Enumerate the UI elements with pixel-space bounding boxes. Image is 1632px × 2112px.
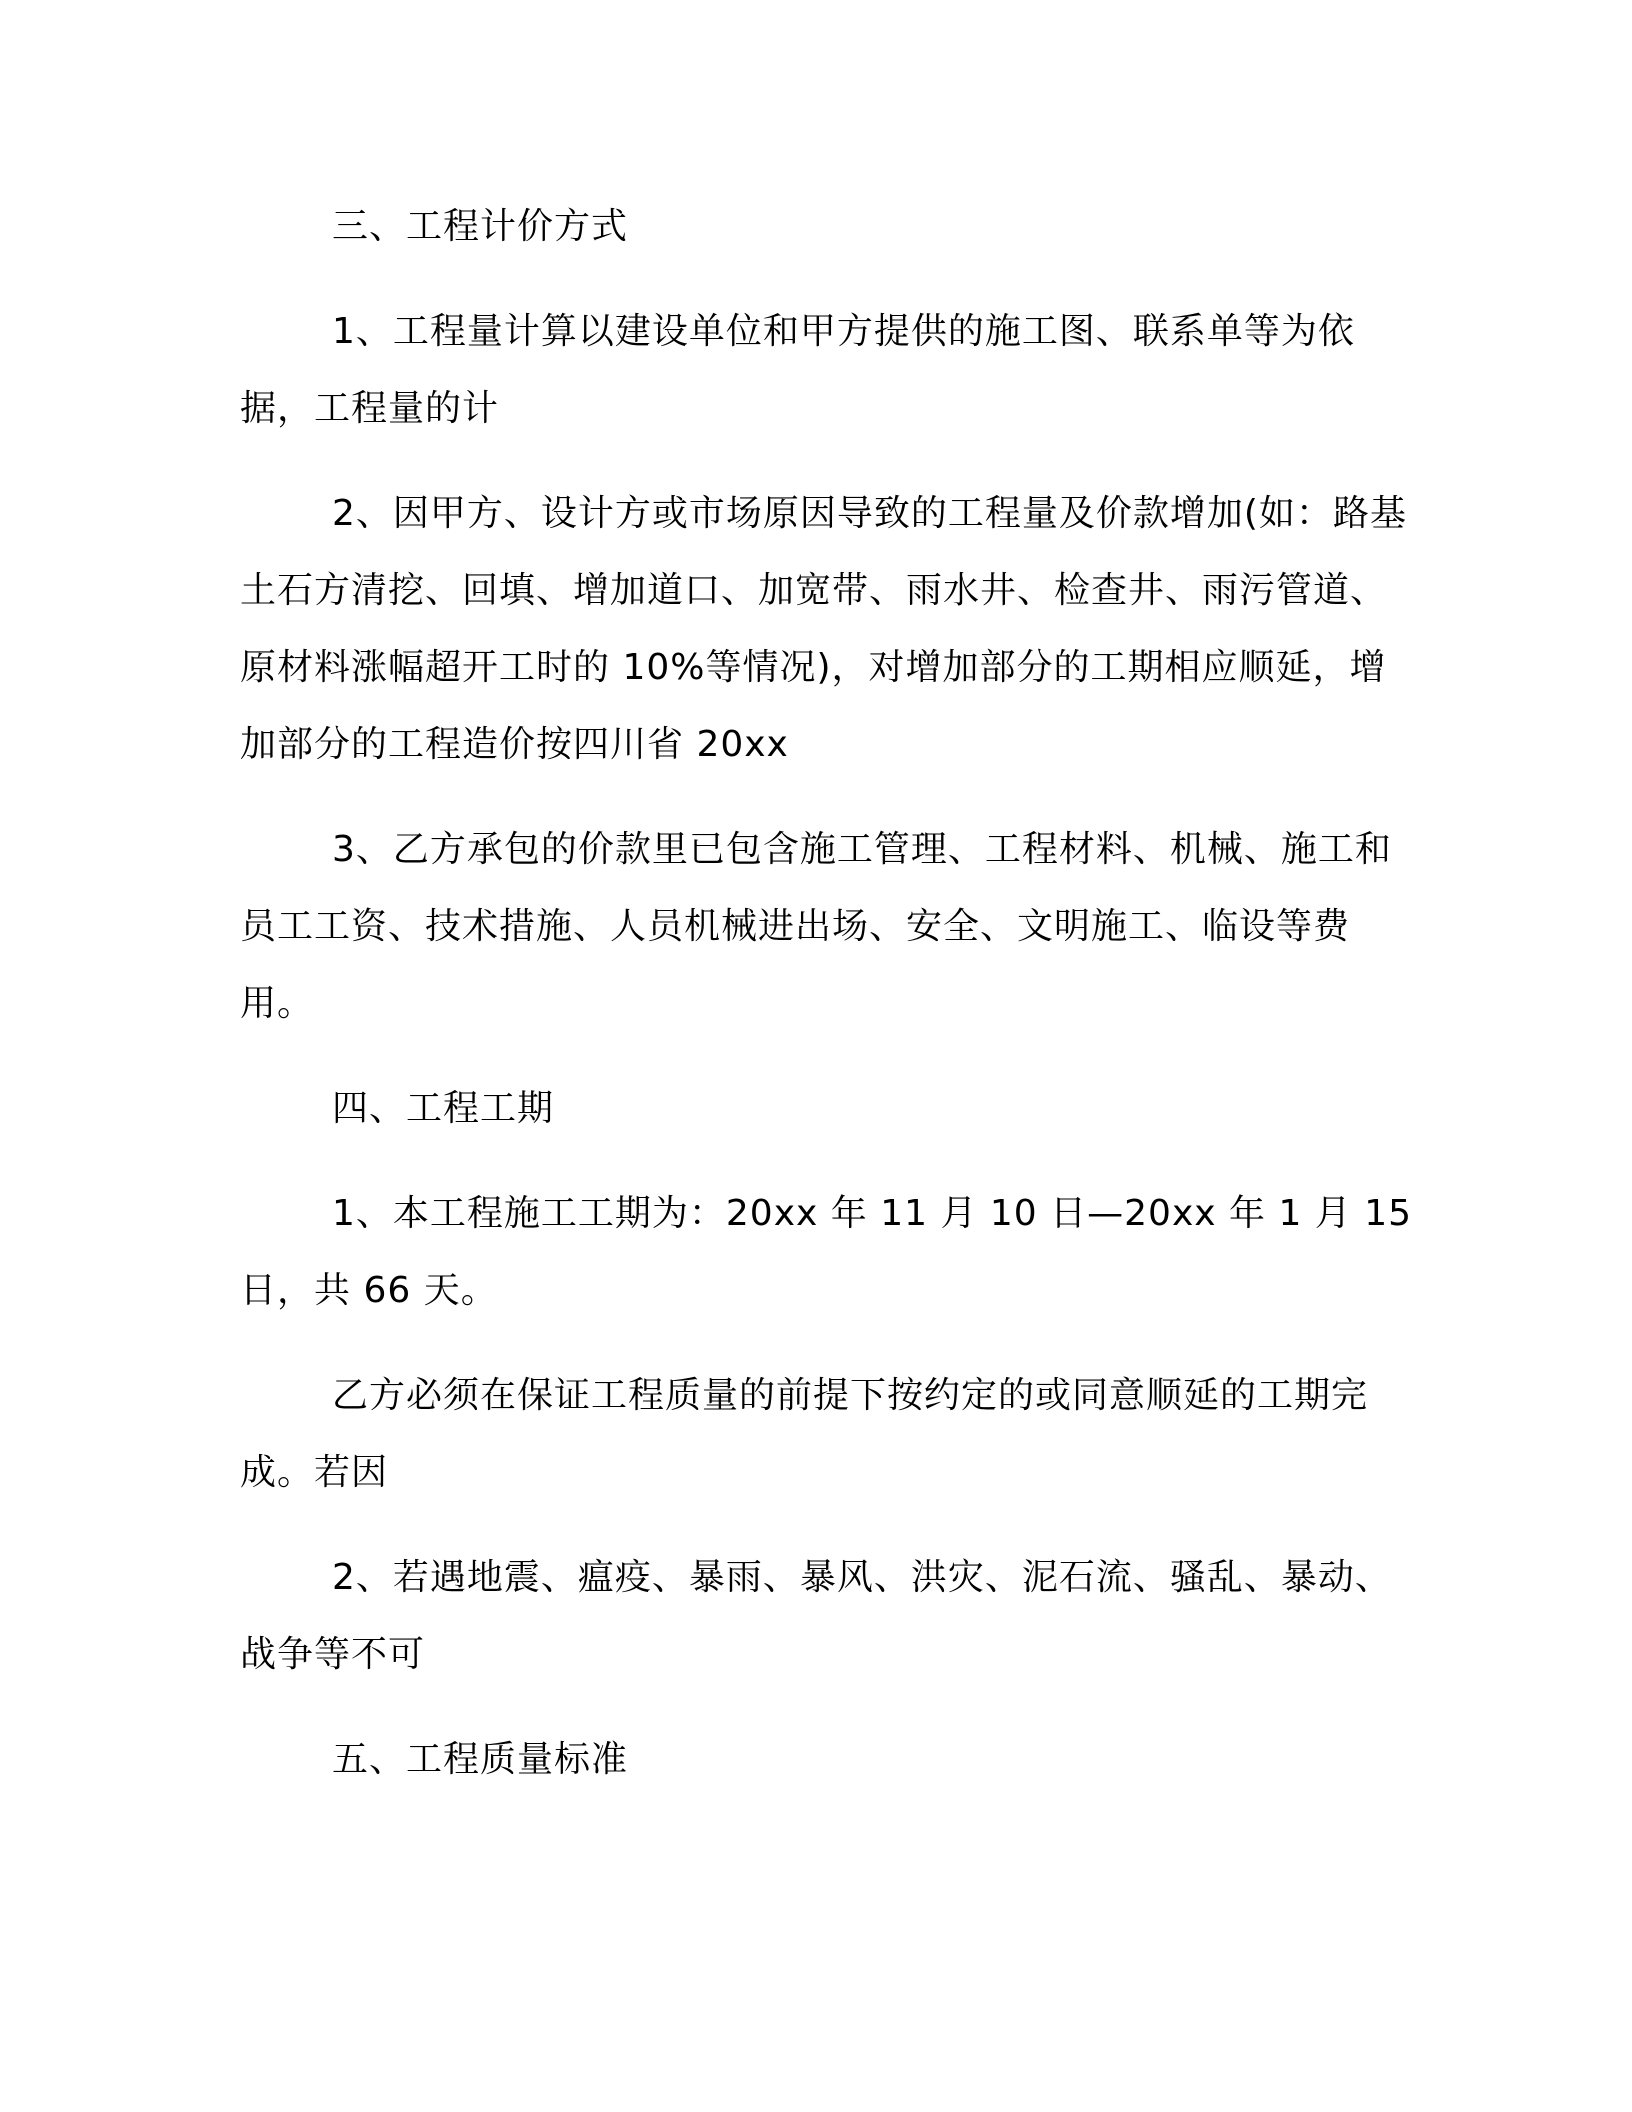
paragraph-completion-requirement: 乙方必须在保证工程质量的前提下按约定的或同意顺延的工期完成。若因 — [240, 1375, 1369, 1493]
paragraph-quantity-calculation: 1、工程量计算以建设单位和甲方提供的施工图、联系单等为依据，工程量的计 — [240, 311, 1355, 429]
paragraph-contract-price-includes: 3、乙方承包的价款里已包含施工管理、工程材料、机械、施工和员工工资、技术措施、人员机械进出场、安全、文明施工、临设等费用。 — [240, 829, 1392, 1024]
section-heading-pricing: 三、工程计价方式 — [332, 206, 629, 247]
section-heading-schedule: 四、工程工期 — [332, 1088, 555, 1129]
paragraph-quantity-increase: 2、因甲方、设计方或市场原因导致的工程量及价款增加(如：路基土石方清挖、回填、增加道口、加宽带、雨水井、检查井、雨污管道、原材料涨幅超开工时的 10%等情况)，对增加部分的工期相应顺延，增加部分的工程造价按四川省 20xx — [240, 493, 1407, 765]
paragraph-force-majeure: 2、若遇地震、瘟疫、暴雨、暴风、洪灾、泥石流、骚乱、暴动、战争等不可 — [240, 1557, 1392, 1675]
section-heading-quality: 五、工程质量标准 — [332, 1739, 629, 1780]
paragraph-construction-period: 1、本工程施工工期为：20xx 年 11 月 10 日—20xx 年 1 月 15 日，共 66 天。 — [240, 1193, 1413, 1311]
document-body — [240, 188, 1420, 1826]
